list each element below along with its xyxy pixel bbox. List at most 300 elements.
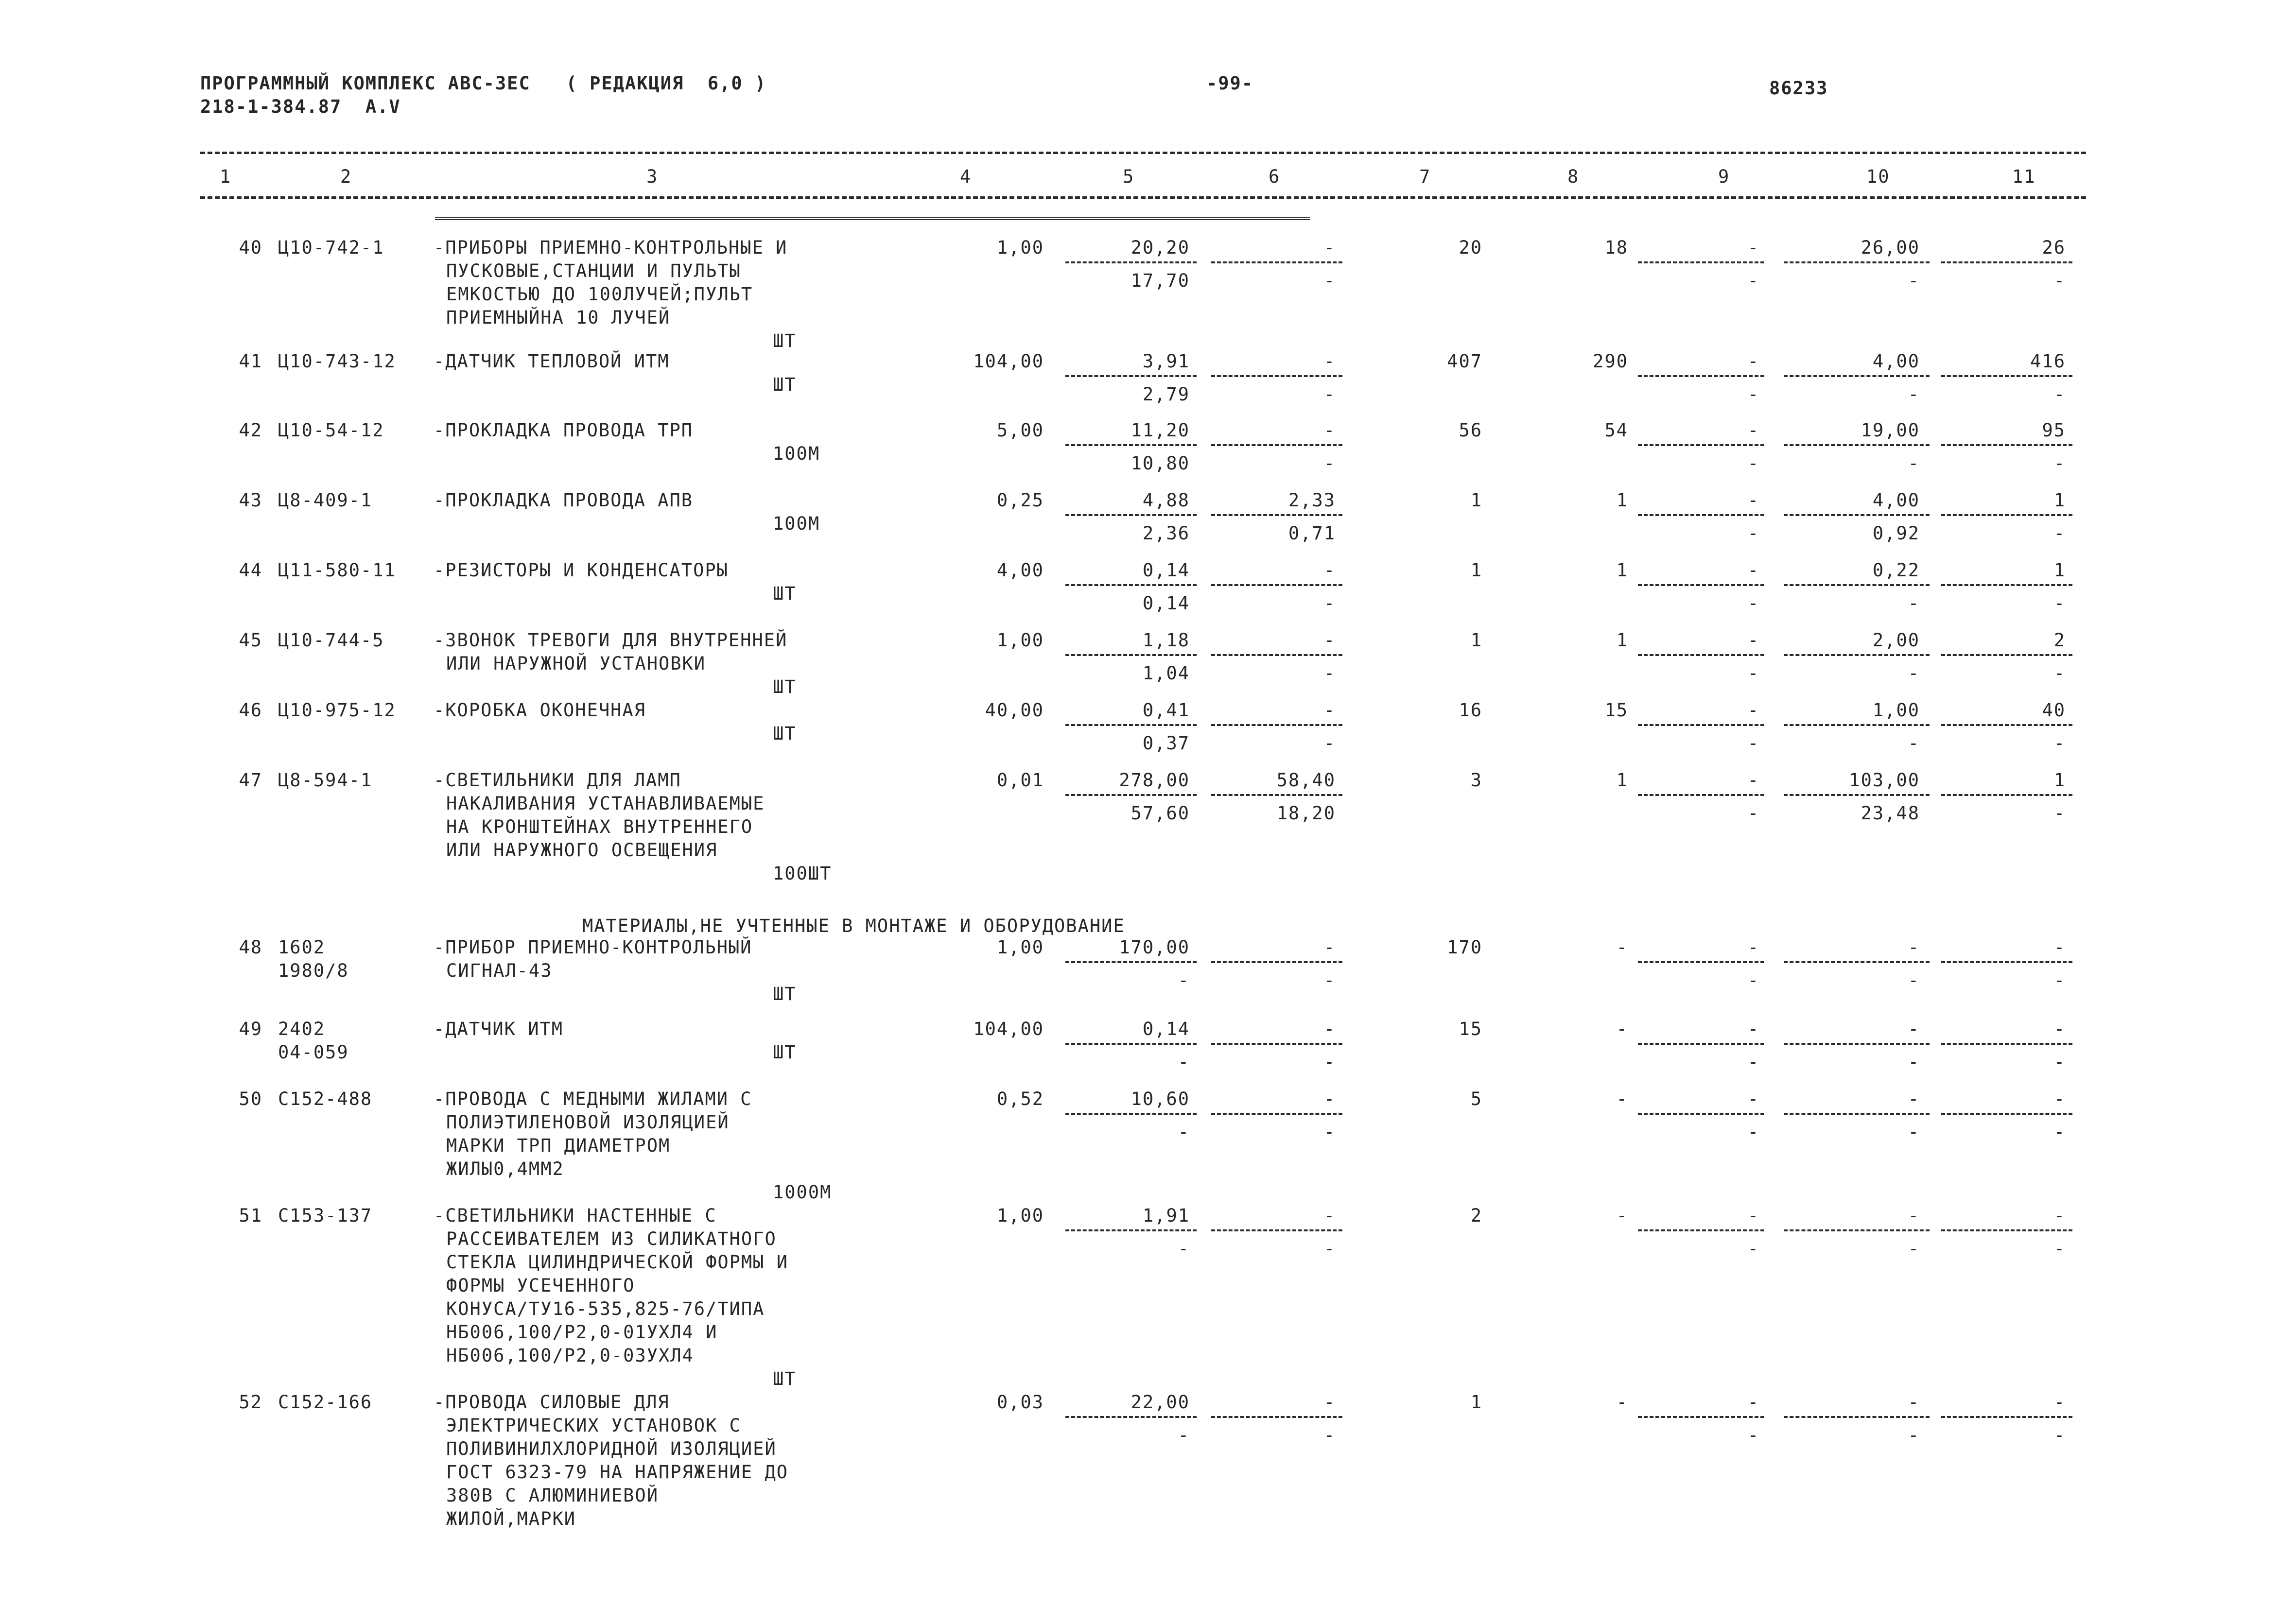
row-col7: 170 — [1447, 937, 1482, 958]
row-quantity: 1,00 — [996, 937, 1044, 958]
row-col11: - — [2053, 1019, 2066, 1039]
row-description-line: ПОЛИЭТИЛЕНОВОЙ ИЗОЛЯЦИЕЙ — [446, 1112, 730, 1133]
row-col10: 1,00 — [1872, 700, 1920, 721]
row-col9-divider — [1638, 514, 1764, 516]
row-col5-secondary: 1,04 — [1142, 663, 1190, 684]
row-description-line: ПРИЕМНЫЙНА 10 ЛУЧЕЙ — [446, 307, 671, 328]
row-quantity: 0,01 — [996, 770, 1044, 791]
row-col10-divider — [1784, 1416, 1930, 1418]
row-description-line: ПУСКОВЫЕ,СТАНЦИИ И ПУЛЬТЫ — [446, 260, 741, 281]
row-col11-divider — [1941, 261, 2072, 263]
row-col9-secondary: - — [1747, 1238, 1759, 1259]
row-col6-secondary: - — [1323, 593, 1336, 614]
row-col6-secondary: - — [1323, 1052, 1336, 1072]
row-col5-divider — [1065, 1416, 1197, 1418]
row-col6-secondary: - — [1323, 270, 1336, 291]
row-code: С152-166 — [278, 1392, 373, 1413]
row-col5-divider — [1065, 444, 1197, 446]
row-col5-secondary: - — [1178, 1238, 1190, 1259]
row-col9-divider — [1638, 724, 1764, 726]
row-col6-divider — [1211, 961, 1342, 963]
row-col5-divider — [1065, 1229, 1197, 1231]
section-materials-heading: МАТЕРИАЛЫ,НЕ УЧТЕННЫЕ В МОНТАЖЕ И ОБОРУДОВАНИЕ — [582, 916, 1125, 936]
row-description-line: -РЕЗИСТОРЫ И КОНДЕНСАТОРЫ — [434, 560, 729, 581]
row-col11: 95 — [2042, 420, 2066, 441]
table-header-rule — [200, 196, 2086, 199]
row-col9-secondary: - — [1747, 523, 1759, 544]
row-col6-secondary: - — [1323, 1238, 1336, 1259]
row-col9: - — [1747, 1392, 1759, 1413]
row-code: Ц10-744-5 — [278, 630, 384, 651]
row-col9-secondary: - — [1747, 1425, 1759, 1446]
row-code: Ц10-54-12 — [278, 420, 384, 441]
row-quantity: 1,00 — [996, 237, 1044, 258]
row-description-line: НАКАЛИВАНИЯ УСТАНАВЛИВАЕМЫЕ — [446, 793, 765, 814]
row-quantity: 104,00 — [973, 1019, 1044, 1039]
row-description-line: -ПРОВОДА СИЛОВЫЕ ДЛЯ — [434, 1392, 670, 1413]
row-code: Ц10-743-12 — [278, 351, 396, 372]
row-col11: 416 — [2030, 351, 2066, 372]
row-number: 51 — [239, 1205, 262, 1226]
row-description-line: РАССЕИВАТЕЛЕМ ИЗ СИЛИКАТНОГО — [446, 1228, 777, 1249]
row-col10-secondary: - — [1908, 593, 1920, 614]
row-col8: 54 — [1604, 420, 1628, 441]
row-col11-divider — [1941, 654, 2072, 656]
row-col5-secondary: - — [1178, 1122, 1190, 1142]
row-col7: 1 — [1470, 1392, 1482, 1413]
column-header-11: 11 — [2012, 166, 2036, 187]
row-col9-secondary: - — [1747, 733, 1759, 754]
row-col5: 10,60 — [1131, 1089, 1190, 1109]
row-col6: - — [1323, 1019, 1336, 1039]
row-col10-divider — [1784, 961, 1930, 963]
row-code: 2402 — [278, 1019, 326, 1039]
row-code: Ц10-742-1 — [278, 237, 384, 258]
row-col6-secondary: - — [1323, 384, 1336, 405]
row-col10-secondary: - — [1908, 384, 1920, 405]
row-col6: - — [1323, 351, 1336, 372]
document-number: 86233 — [1769, 78, 1828, 99]
row-quantity: 5,00 — [996, 420, 1044, 441]
column-header-10: 10 — [1866, 166, 1890, 187]
row-number: 46 — [239, 700, 262, 721]
row-code-secondary: 04-059 — [278, 1042, 349, 1063]
row-description-line: ФОРМЫ УСЕЧЕННОГО — [446, 1275, 635, 1296]
row-col5-secondary: 17,70 — [1131, 270, 1190, 291]
row-col8: - — [1616, 1019, 1628, 1039]
row-description-line: -ПРОКЛАДКА ПРОВОДА АПВ — [434, 490, 694, 511]
row-col5-divider — [1065, 375, 1197, 377]
row-unit: 100М — [773, 513, 820, 534]
row-col10-secondary: - — [1908, 1052, 1920, 1072]
row-col11-divider — [1941, 375, 2072, 377]
row-unit: ШТ — [773, 723, 797, 744]
row-col6-divider — [1211, 444, 1342, 446]
row-col6-divider — [1211, 514, 1342, 516]
row-col9-divider — [1638, 261, 1764, 263]
row-quantity: 1,00 — [996, 630, 1044, 651]
row-col9: - — [1747, 1205, 1759, 1226]
row-col6: 2,33 — [1288, 490, 1336, 511]
row-col10-secondary: 0,92 — [1872, 523, 1920, 544]
row-col6: - — [1323, 237, 1336, 258]
row-col5: 1,91 — [1142, 1205, 1190, 1226]
row-unit: ШТ — [773, 1042, 797, 1063]
page-number: -99- — [1206, 73, 1254, 94]
row-col5-divider — [1065, 961, 1197, 963]
row-col11-divider — [1941, 1043, 2072, 1045]
row-col5: 0,41 — [1142, 700, 1190, 721]
row-quantity: 0,52 — [996, 1089, 1044, 1109]
row-quantity: 1,00 — [996, 1205, 1044, 1226]
row-col5: 1,18 — [1142, 630, 1190, 651]
row-col11-divider — [1941, 514, 2072, 516]
row-description-line: НБ006,100/Р2,0-03УХЛ4 — [446, 1345, 694, 1366]
row-col6: - — [1323, 1089, 1336, 1109]
row-col9-divider — [1638, 584, 1764, 586]
row-col9-divider — [1638, 444, 1764, 446]
row-description-line: СТЕКЛА ЦИЛИНДРИЧЕСКОЙ ФОРМЫ И — [446, 1252, 789, 1273]
row-col5-secondary: 0,37 — [1142, 733, 1190, 754]
row-col6: - — [1323, 1205, 1336, 1226]
row-col6-secondary: 18,20 — [1276, 803, 1336, 824]
row-col10: - — [1908, 937, 1920, 958]
row-col9: - — [1747, 237, 1759, 258]
row-description-line: СИГНАЛ-43 — [446, 960, 553, 981]
row-col5: 0,14 — [1142, 560, 1190, 581]
row-col9-secondary: - — [1747, 593, 1759, 614]
row-col10-divider — [1784, 1113, 1930, 1115]
row-col5: 278,00 — [1119, 770, 1190, 791]
row-description-line: ЖИЛЫ0,4ММ2 — [446, 1158, 564, 1179]
row-number: 52 — [239, 1392, 262, 1413]
row-col6-divider — [1211, 375, 1342, 377]
row-col11: - — [2053, 1392, 2066, 1413]
row-col6: - — [1323, 937, 1336, 958]
row-col11-secondary: - — [2053, 803, 2066, 824]
row-col11-divider — [1941, 444, 2072, 446]
row-description-line: ЖИЛОЙ,МАРКИ — [446, 1508, 576, 1529]
column-header-7: 7 — [1419, 166, 1431, 187]
row-number: 44 — [239, 560, 262, 581]
row-col10-secondary: - — [1908, 1122, 1920, 1142]
row-col11: - — [2053, 1089, 2066, 1109]
row-description-line: ИЛИ НАРУЖНОГО ОСВЕЩЕНИЯ — [446, 840, 718, 861]
row-col11-secondary: - — [2053, 593, 2066, 614]
row-col10: - — [1908, 1392, 1920, 1413]
row-col11-divider — [1941, 794, 2072, 796]
row-col6-divider — [1211, 794, 1342, 796]
row-col8: - — [1616, 1089, 1628, 1109]
row-col9: - — [1747, 560, 1759, 581]
row-col11-secondary: - — [2053, 384, 2066, 405]
row-col9-secondary: - — [1747, 1052, 1759, 1072]
row-col5-divider — [1065, 1043, 1197, 1045]
row-col10-divider — [1784, 654, 1930, 656]
row-col9: - — [1747, 1089, 1759, 1109]
row-col5-divider — [1065, 261, 1197, 263]
row-description-line: -СВЕТИЛЬНИКИ НАСТЕННЫЕ С — [434, 1205, 717, 1226]
row-col9: - — [1747, 420, 1759, 441]
row-col9-secondary: - — [1747, 970, 1759, 991]
row-col8: 1 — [1616, 490, 1628, 511]
row-col9-secondary: - — [1747, 803, 1759, 824]
row-col5: 170,00 — [1119, 937, 1190, 958]
row-col9-secondary: - — [1747, 663, 1759, 684]
row-col10-divider — [1784, 1043, 1930, 1045]
row-col6: - — [1323, 630, 1336, 651]
row-description-line: ЭЛЕКТРИЧЕСКИХ УСТАНОВОК С — [446, 1415, 741, 1436]
row-description-line: -ПРИБОР ПРИЕМНО-КОНТРОЛЬНЫЙ — [434, 937, 752, 958]
row-col9-divider — [1638, 375, 1764, 377]
row-number: 40 — [239, 237, 262, 258]
column-header-3: 3 — [646, 166, 659, 187]
column-header-2: 2 — [340, 166, 352, 187]
row-col11-secondary: - — [2053, 970, 2066, 991]
row-description-line: ЕМКОСТЬЮ ДО 100ЛУЧЕЙ;ПУЛЬТ — [446, 284, 753, 305]
row-col10-secondary: - — [1908, 270, 1920, 291]
row-col10: 4,00 — [1872, 490, 1920, 511]
row-description-line: -КОРОБКА ОКОНЕЧНАЯ — [434, 700, 646, 721]
row-col6: - — [1323, 700, 1336, 721]
row-quantity: 0,25 — [996, 490, 1044, 511]
row-col6-secondary: - — [1323, 733, 1336, 754]
row-col6-divider — [1211, 1229, 1342, 1231]
row-description-line: ИЛИ НАРУЖНОЙ УСТАНОВКИ — [446, 653, 706, 674]
row-col10: 4,00 — [1872, 351, 1920, 372]
row-unit: ШТ — [773, 676, 797, 697]
row-col5: 20,20 — [1131, 237, 1190, 258]
row-col6-secondary: - — [1323, 1425, 1336, 1446]
row-col10-divider — [1784, 1229, 1930, 1231]
row-col7: 1 — [1470, 630, 1482, 651]
row-unit: 100М — [773, 443, 820, 464]
row-col7: 20 — [1459, 237, 1482, 258]
row-col5-divider — [1065, 584, 1197, 586]
row-col10-divider — [1784, 514, 1930, 516]
row-col6-secondary: 0,71 — [1288, 523, 1336, 544]
row-unit: 100ШТ — [773, 863, 832, 884]
row-col11-divider — [1941, 1416, 2072, 1418]
row-col8: 15 — [1604, 700, 1628, 721]
row-col7: 2 — [1470, 1205, 1482, 1226]
row-unit: ШТ — [773, 984, 797, 1004]
row-col8: 1 — [1616, 560, 1628, 581]
row-col9-secondary: - — [1747, 384, 1759, 405]
row-number: 50 — [239, 1089, 262, 1109]
row-col5-secondary: - — [1178, 1425, 1190, 1446]
row-code: Ц8-594-1 — [278, 770, 373, 791]
row-col5: 0,14 — [1142, 1019, 1190, 1039]
row-quantity: 4,00 — [996, 560, 1044, 581]
row-col9: - — [1747, 1019, 1759, 1039]
row-col10: 0,22 — [1872, 560, 1920, 581]
row-col7: 407 — [1447, 351, 1482, 372]
row-col7: 15 — [1459, 1019, 1482, 1039]
row-col10-secondary: - — [1908, 970, 1920, 991]
row-col11: 1 — [2053, 490, 2066, 511]
row-code: С152-488 — [278, 1089, 373, 1109]
row-col7: 1 — [1470, 490, 1482, 511]
row-col10-secondary: - — [1908, 453, 1920, 474]
row-col6-divider — [1211, 1416, 1342, 1418]
row-col9-divider — [1638, 961, 1764, 963]
row-col5: 4,88 — [1142, 490, 1190, 511]
row-col9: - — [1747, 770, 1759, 791]
row-col10: - — [1908, 1205, 1920, 1226]
row-col7: 5 — [1470, 1089, 1482, 1109]
row-col5-secondary: 2,79 — [1142, 384, 1190, 405]
row-col7: 56 — [1459, 420, 1482, 441]
row-col10-divider — [1784, 444, 1930, 446]
row-unit: ШТ — [773, 374, 797, 395]
row-description-line: КОНУСА/ТУ16-535,825-76/ТИПА — [446, 1298, 765, 1319]
row-col9-secondary: - — [1747, 270, 1759, 291]
table-top-rule — [200, 152, 2086, 154]
row-col11-divider — [1941, 1113, 2072, 1115]
row-col6-secondary: - — [1323, 663, 1336, 684]
row-number: 48 — [239, 937, 262, 958]
row-col5-secondary: 10,80 — [1131, 453, 1190, 474]
row-col6-divider — [1211, 261, 1342, 263]
section-separator-rule — [435, 217, 1310, 220]
row-col9: - — [1747, 490, 1759, 511]
row-col9-divider — [1638, 1043, 1764, 1045]
row-number: 45 — [239, 630, 262, 651]
row-col11-secondary: - — [2053, 733, 2066, 754]
row-col11-secondary: - — [2053, 523, 2066, 544]
row-unit: 1000М — [773, 1182, 832, 1203]
row-col5-divider — [1065, 514, 1197, 516]
document-code: 218-1-384.87 A.V — [200, 96, 401, 117]
row-col5: 22,00 — [1131, 1392, 1190, 1413]
column-header-6: 6 — [1269, 166, 1281, 187]
row-description-line: -ПРОВОДА С МЕДНЫМИ ЖИЛАМИ С — [434, 1089, 752, 1109]
row-col5: 11,20 — [1131, 420, 1190, 441]
row-quantity: 104,00 — [973, 351, 1044, 372]
row-col11-secondary: - — [2053, 1238, 2066, 1259]
column-header-9: 9 — [1718, 166, 1730, 187]
row-col6-secondary: - — [1323, 970, 1336, 991]
row-description-line: ПОЛИВИНИЛХЛОРИДНОЙ ИЗОЛЯЦИЕЙ — [446, 1438, 777, 1459]
row-col11-secondary: - — [2053, 453, 2066, 474]
row-col5-divider — [1065, 1113, 1197, 1115]
row-col8: 1 — [1616, 770, 1628, 791]
row-col8: - — [1616, 1392, 1628, 1413]
column-header-1: 1 — [220, 166, 232, 187]
row-col6: - — [1323, 1392, 1336, 1413]
row-col11: 26 — [2042, 237, 2066, 258]
row-description-line: НБ006,100/Р2,0-01УХЛ4 И — [446, 1322, 718, 1343]
row-col10-secondary: - — [1908, 733, 1920, 754]
row-col10-divider — [1784, 375, 1930, 377]
row-col11-secondary: - — [2053, 663, 2066, 684]
row-number: 47 — [239, 770, 262, 791]
row-col10-secondary: 23,48 — [1861, 803, 1920, 824]
row-col5-secondary: - — [1178, 1052, 1190, 1072]
row-col6-divider — [1211, 1113, 1342, 1115]
row-col11: 40 — [2042, 700, 2066, 721]
row-col11-divider — [1941, 961, 2072, 963]
row-unit: ШТ — [773, 1368, 797, 1389]
row-number: 42 — [239, 420, 262, 441]
row-col9-divider — [1638, 654, 1764, 656]
row-col8: 1 — [1616, 630, 1628, 651]
row-description-line: МАРКИ ТРП ДИАМЕТРОМ — [446, 1135, 671, 1156]
row-col11: 2 — [2053, 630, 2066, 651]
row-col5-secondary: - — [1178, 970, 1190, 991]
row-unit: ШТ — [773, 583, 797, 604]
row-col9-divider — [1638, 1416, 1764, 1418]
row-description-line: -ДАТЧИК ТЕПЛОВОЙ ИТМ — [434, 351, 670, 372]
row-col10-secondary: - — [1908, 1425, 1920, 1446]
row-col10: 26,00 — [1861, 237, 1920, 258]
row-col11-secondary: - — [2053, 1122, 2066, 1142]
row-col6-divider — [1211, 654, 1342, 656]
row-description-line: -ПРИБОРЫ ПРИЕМНО-КОНТРОЛЬНЫЕ И — [434, 237, 788, 258]
row-col10: - — [1908, 1019, 1920, 1039]
row-col11-secondary: - — [2053, 1052, 2066, 1072]
row-col9-divider — [1638, 794, 1764, 796]
row-col6: - — [1323, 560, 1336, 581]
row-col11-divider — [1941, 724, 2072, 726]
row-description-line: НА КРОНШТЕЙНАХ ВНУТРЕННЕГО — [446, 816, 753, 837]
row-col9: - — [1747, 351, 1759, 372]
row-col6: - — [1323, 420, 1336, 441]
row-code: Ц8-409-1 — [278, 490, 373, 511]
row-col7: 16 — [1459, 700, 1482, 721]
row-col6-divider — [1211, 1043, 1342, 1045]
row-col11-secondary: - — [2053, 1425, 2066, 1446]
row-col11: 1 — [2053, 560, 2066, 581]
row-col5-secondary: 0,14 — [1142, 593, 1190, 614]
row-col6-secondary: - — [1323, 1122, 1336, 1142]
row-col10-divider — [1784, 261, 1930, 263]
row-col5-secondary: 57,60 — [1131, 803, 1190, 824]
row-quantity: 40,00 — [985, 700, 1044, 721]
row-code: С153-137 — [278, 1205, 373, 1226]
row-col9: - — [1747, 630, 1759, 651]
row-col9-secondary: - — [1747, 453, 1759, 474]
row-number: 43 — [239, 490, 262, 511]
row-col10: 2,00 — [1872, 630, 1920, 651]
row-description-line: -СВЕТИЛЬНИКИ ДЛЯ ЛАМП — [434, 770, 681, 791]
row-col10-secondary: - — [1908, 1238, 1920, 1259]
row-col7: 3 — [1470, 770, 1482, 791]
row-col5-divider — [1065, 724, 1197, 726]
row-description-line: -ЗВОНОК ТРЕВОГИ ДЛЯ ВНУТРЕННЕЙ — [434, 630, 788, 651]
row-col9: - — [1747, 937, 1759, 958]
row-col11-divider — [1941, 584, 2072, 586]
row-code: 1602 — [278, 937, 326, 958]
program-title: ПРОГРАММНЫЙ КОМПЛЕКС АВС-ЗЕС ( РЕДАКЦИЯ 6,0 ) — [200, 73, 767, 94]
row-col11-divider — [1941, 1229, 2072, 1231]
row-col11-secondary: - — [2053, 270, 2066, 291]
row-col8: 18 — [1604, 237, 1628, 258]
row-col8: - — [1616, 1205, 1628, 1226]
row-number: 49 — [239, 1019, 262, 1039]
row-col6-secondary: - — [1323, 453, 1336, 474]
row-col10-secondary: - — [1908, 663, 1920, 684]
row-col9: - — [1747, 700, 1759, 721]
row-quantity: 0,03 — [996, 1392, 1044, 1413]
row-unit: ШТ — [773, 330, 797, 351]
row-number: 41 — [239, 351, 262, 372]
row-col10-divider — [1784, 724, 1930, 726]
row-col10: 103,00 — [1849, 770, 1920, 791]
row-description-line: ГОСТ 6323-79 НА НАПРЯЖЕНИЕ ДО — [446, 1462, 789, 1483]
column-header-5: 5 — [1123, 166, 1135, 187]
